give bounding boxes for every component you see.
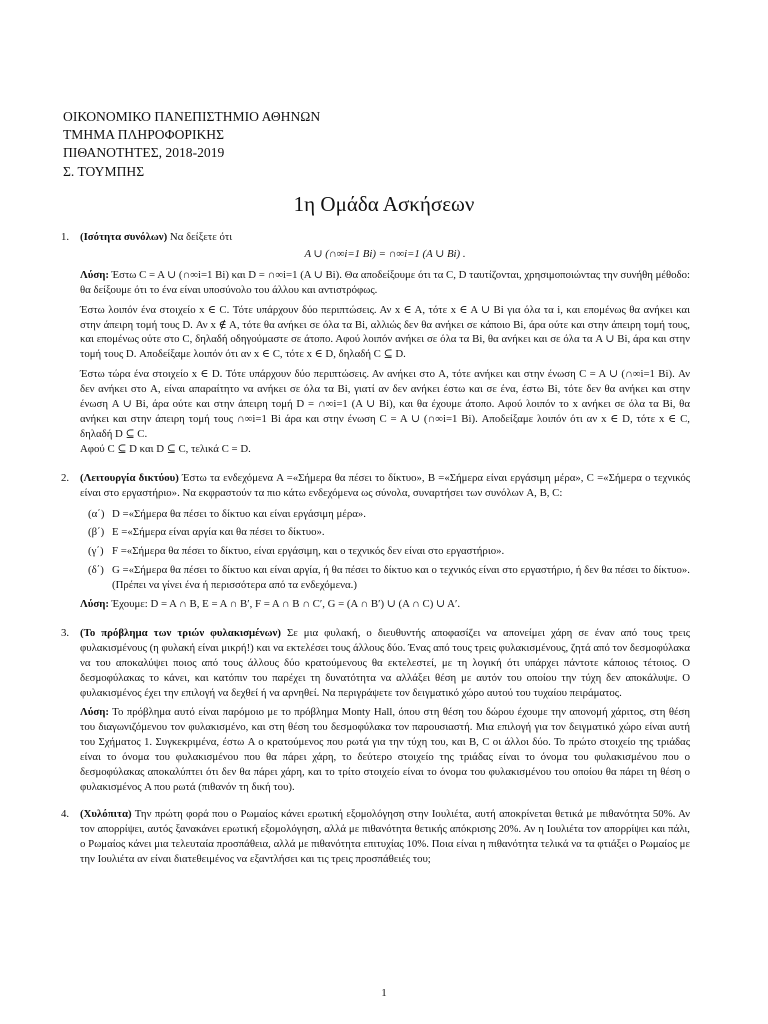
author-name: Σ. ΤΟΥΜΠΗΣ: [63, 163, 145, 179]
solution-text: Έχουμε: D = A ∩ B, E = A ∩ B′, F = A ∩ B ∩ C′, G = (A ∩ B′) ∪ (A ∩ C) ∪ A′.: [108, 598, 461, 611]
exercise-number: 4.: [61, 807, 70, 820]
solution-paragraph: [80, 268, 690, 298]
sub-question-text: E =«Σήμερα είναι αργία και θα πέσει το δίκτυο».: [112, 526, 325, 539]
exercise-statement: [80, 626, 690, 701]
solution-paragraph: [80, 705, 690, 794]
exercise-number: 2.: [61, 471, 70, 484]
solution-label: Λύση:: [80, 268, 109, 281]
exercise-statement: [80, 230, 690, 245]
solution-paragraph: Έστω λοιπόν ένα στοιχείο x ∈ C. Τότε υπάρχουν δύο περιπτώσεις. Αν x ∈ A, τότε x ∈ A ∪ Bi για όλα τα i, και επομένως θα ανήκει και στην άπειρη τομή τους D. Αν x ∉ A, τότε θα ανήκει σε όλα τα Bi, αλλιώς δεν θα ανήκει σε κάποιο Bi, άρα ούτε και στην άπειρη τομή τους, και επομένως ούτε στο C, δηλαδή οδηγούμαστε σε άτοπο. Αφού λοιπόν ανήκει σε όλα τα Bi, θα ανήκει και σε όλα τα A ∪ Bi, άρα και στην τομή τους D. Αποδείξαμε λοιπόν ότι αν x ∈ C, τότε x ∈ D, δηλαδή C ⊆ D.: [80, 303, 690, 361]
department-name: ΤΜΗΜΑ ΠΛΗΡΟΦΟΡΙΚΗΣ: [63, 127, 225, 143]
sub-question-label: (γ΄): [88, 545, 104, 558]
university-name: ΟΙΚΟΝΟΜΙΚΟ ΠΑΝΕΠΙΣΤΗΜΙΟ ΑΘΗΝΩΝ: [63, 109, 321, 124]
statement-text: Να δείξετε ότι: [167, 231, 233, 243]
exercise-4: [61, 807, 690, 867]
sub-question: [88, 563, 690, 593]
solution-paragraph: Έστω τώρα ένα στοιχείο x ∈ D. Τότε υπάρχουν δύο περιπτώσεις. Αν ανήκει στο A, τότε ανήκει και στην ένωση C = A ∪ (∩∞i=1 Bi). Αν δεν ανήκει στο A, είναι απαραίτητο να ανήκει σε όλα τα Bi, γιατί αν δεν ανήκει έστω και σε ένα, έστω Bi, τότε δεν θα ανήκει και στην ένωση A ∪ Bi, άρα ούτε και στην άπειρη τομή D = ∩∞i=1 (A ∪ Bi), και θα έχουμε άτοπο. Αφού λοιπόν το x ανήκει σε όλα τα Bi, θα ανήκει και στην άπειρη τομή τους ∩∞i=1 Bi άρα και στην ένωση C = A ∪ (∩∞i=1 Bi). Αποδείξαμε λοιπόν ότι αν x ∈ D, τότε x ∈ C, δηλαδή D ⊆ C.: [80, 368, 690, 440]
sub-question-text: D =«Σήμερα θα πέσει το δίκτυο και είναι εργάσιμη μέρα».: [112, 507, 366, 520]
exercise-1: [61, 230, 690, 457]
exercise-heading: (Το πρόβλημα των τριών φυλακισμένων): [80, 626, 281, 639]
document-header: [63, 108, 320, 181]
sub-question-text: G =«Σήμερα θα πέσει το δίκτυο και είναι αργία, ή θα πέσει το δίκτυο και ο τεχνικός είναι στο εργαστήριο, ή δεν θα πέσει το δίκτυο». (Πρέπει να γίνει ένα ή περισσότερα από τα ενδεχόμενα.): [112, 564, 690, 592]
sub-question-label: (β΄): [88, 526, 105, 539]
sub-question-label: (α΄): [88, 507, 105, 520]
page-number: 1: [381, 987, 387, 999]
statement-text: Έστω τα ενδεχόμενα A =«Σήμερα θα πέσει το δίκτυο», B =«Σήμερα είναι εργάσιμη μέρα», C =«Σήμερα ο τεχνικός είναι στο εργαστήριο». Να εκφραστούν τα πιο κάτω ενδεχόμενα ως σύνολα, συναρτήσει των συνόλων A, B, C:: [80, 471, 690, 499]
exercise-3: [61, 626, 691, 795]
statement-text: Σε μια φυλακή, ο διευθυντής αποφασίζει να απονείμει χάρη σε έναν από τους τρεις φυλακισμένους (η φυλακή είναι μικρή!) και να εκτελέσει τους άλλους δύο. Ένας από τους τρεις φυλακισμένους, ζητά από τον δεσμοφύλακα να του αποκαλύψει ποιος από τους άλλους δύο κρατούμενους θα εκτελεστεί, με τη λογική ότι υπάρχει πάντοτε κάποιος τέτοιος. Ο δεσμοφύλακας το κάνει, και κατόπιν του παρέχει τη δυνατότητα να αλλάξει θέση με αυτόν του οποίου την τύχη δεν αποκάλυψε. Ο φυλακισμένος έχει την επιλογή να δεχθεί ή να αρνηθεί. Να περιγράψετε τον δειγματικό χώρο αυτού του τυχαίου πειράματος.: [80, 626, 691, 699]
exercise-heading: (Ισότητα συνόλων): [80, 231, 168, 243]
exercise-statement: [80, 471, 690, 501]
sub-question: [88, 525, 690, 540]
sub-question-list: [88, 507, 690, 594]
page-title: 1η Ομάδα Ασκήσεων: [293, 192, 475, 216]
sub-question: [88, 507, 690, 522]
solution-label: Λύση:: [80, 706, 109, 719]
sub-question: [88, 544, 690, 559]
sub-question-label: (δ΄): [88, 564, 104, 577]
sub-question-text: F =«Σήμερα θα πέσει το δίκτυο, είναι εργάσιμη, και ο τεχνικός δεν είναι στο εργαστήριο».: [112, 545, 505, 558]
exercise-number: 3.: [61, 626, 70, 639]
solution-paragraph: Αφού C ⊆ D και D ⊆ C, τελικά C = D.: [80, 442, 251, 455]
exercise-heading: (Χυλόπιτα): [80, 807, 132, 820]
solution-paragraph: [80, 597, 690, 612]
exercise-number: 1.: [61, 231, 70, 243]
solution-text: Το πρόβλημα αυτό είναι παρόμοιο με το πρόβλημα Monty Hall, όπου στη θέση του δώρου έχουμε την απονομή χάριτος, στη θέση του διαγωνιζόμενου τον φυλακισμένο, και στη θέση του δεσμοφύλακα τον παρουσιαστή. Μια επιλογή για τον δειγματικό χώρο είναι αυτή του Σχήματος 1. Συγκεκριμένα, έστω A ο κρατούμενος που ρωτά για την τύχη του, και B, C οι άλλοι δύο. Το πρώτο στοιχείο της τριάδας είναι το όνομα του φυλακισμένου που θα πάρει χάρη, το δεύτερο στοιχείο της τριάδας είναι το όνομα του φυλακισμένου που ο δεσμοφύλακας αποκαλύπτει ότι δεν θα πάρει χάρη, και το τρίτο στοιχείο είναι το όνομα του φυλακισμένου του οποίου θα πάρει τη θέση ο φυλακισμένος A που ρωτά (πιθανόν τη δική του).: [80, 706, 690, 793]
solution-text: Έστω C = A ∪ (∩∞i=1 Bi) και D = ∩∞i=1 (A ∪ Bi). Θα αποδείξουμε ότι τα C, D ταυτίζονται, χρησιμοποιώντας την συνήθη μέθοδο: θα δείξουμε ότι το ένα είναι υποσύνολο του άλλου και αντιστρόφως.: [80, 268, 690, 296]
course-name: ΠΙΘΑΝΟΤΗΤΕΣ, 2018-2019: [63, 145, 225, 161]
statement-text: Την πρώτη φορά που ο Ρωμαίος κάνει ερωτική εξομολόγηση στην Ιουλιέτα, αυτή αποκρίνεται θετικά με πιθανότητα 50%. Αν τον απορρίψει, αυτός ξανακάνει ερωτική εξομολόγηση, αλλά με πιθανότητα θετικής απόκρισης 20%. Αν η Ιουλιέτα τον απορρίψει και πάλι, ο Ρωμαίος κάνει μια τελευταία προσπάθεια, αλλά με πιθανότητα επιτυχίας 10%. Ποια είναι η πιθανότητα τελικά να τα φτιάξει ο Ρωμαίος με την Ιουλιέτα αν είναι διατεθειμένος να εξαντλήσει και τις τρεις προσπάθειές του;: [80, 807, 690, 865]
exercise-heading: (Λειτουργία δικτύου): [80, 471, 179, 484]
exercise-statement: [80, 807, 690, 867]
solution-label: Λύση:: [80, 598, 109, 611]
formula: A ∪ (∩∞i=1 Bi) = ∩∞i=1 (A ∪ Bi) .: [304, 247, 466, 260]
exercise-list: [61, 230, 691, 867]
exercise-2: [61, 471, 690, 612]
